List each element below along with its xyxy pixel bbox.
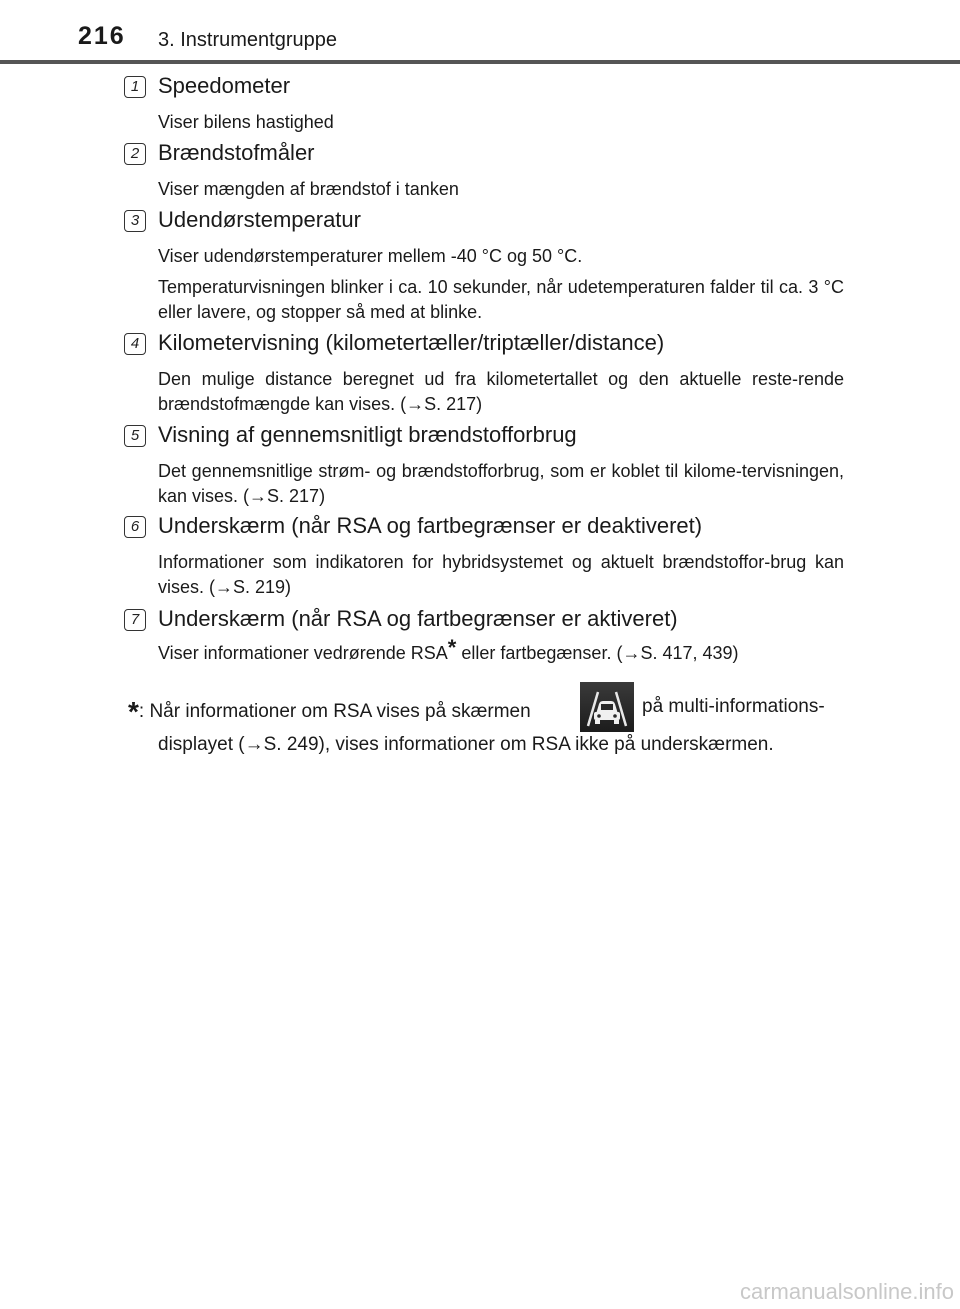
- footnote-text-continued: på multi-informations-: [642, 696, 825, 717]
- item-description: [158, 550, 844, 606]
- footnote-marker: *: [447, 635, 457, 660]
- description-paragraph: Det gennemsnitlige strøm- og brændstofforbrug, som er koblet til kilome-tervisningen, kan vises. (→S. 217): [158, 461, 844, 506]
- description-paragraph: Temperaturvisningen blinker i ca. 10 sekunder, når udetemperaturen falder til ca. 3 °C eller lavere, og stopper så med at blinke.: [158, 277, 844, 322]
- footnote-line-2: displayet (→S. 249), vises informationer om RSA ikke på underskærmen.: [158, 734, 774, 755]
- description-paragraph: [158, 635, 844, 666]
- footnote-text: : Når informationer om RSA vises på skærmen: [138, 701, 531, 722]
- description-paragraph: Viser udendørstemperaturer mellem -40 °C og 50 °C.: [158, 246, 583, 266]
- item-description: [158, 367, 844, 423]
- watermark: carmanualsonline.info: [739, 1279, 954, 1304]
- page-header: [0, 0, 960, 70]
- item-title: Visning af gennemsnitligt brændstofforbrug: [158, 422, 577, 447]
- description-text: eller fartbegænser. (→S. 417, 439): [456, 643, 739, 663]
- item-title: Underskærm (når RSA og fartbegrænser er aktiveret): [158, 606, 678, 631]
- item-number-badge: 6: [124, 516, 146, 538]
- item-description: [158, 110, 844, 141]
- page-number: 216: [78, 22, 126, 50]
- description-paragraph: Viser mængden af brændstof i tanken: [158, 179, 459, 199]
- item-description: [158, 244, 844, 331]
- header-divider: [0, 60, 960, 64]
- item-title: Brændstofmåler: [158, 140, 315, 165]
- item-number-badge: 3: [124, 210, 146, 232]
- rsa-icon-graphic: [580, 682, 634, 732]
- rsa-road-sign-assist-icon: [580, 682, 634, 732]
- item-description: [158, 459, 844, 515]
- footnote-star: *: [128, 696, 139, 727]
- item-title: Underskærm (når RSA og fartbegrænser er deaktiveret): [158, 513, 703, 538]
- item-number-badge: 5: [124, 425, 146, 447]
- chapter-title: 3. Instrumentgruppe: [158, 29, 337, 51]
- item-title: Kilometervisning (kilometertæller/triptæller/distance): [158, 330, 665, 355]
- footnote-line-1: [128, 696, 531, 728]
- item-number-badge: 7: [124, 609, 146, 631]
- item-number-badge: 2: [124, 143, 146, 165]
- description-paragraph: Viser bilens hastighed: [158, 112, 334, 132]
- item-title: Speedometer: [158, 73, 291, 98]
- item-title: Udendørstemperatur: [158, 207, 361, 232]
- description-text: Viser informationer vedrørende RSA: [158, 643, 448, 663]
- item-description: [158, 635, 844, 672]
- item-number-badge: 4: [124, 333, 146, 355]
- item-description: [158, 177, 844, 208]
- item-number-badge: 1: [124, 76, 146, 98]
- description-paragraph: Informationer som indikatoren for hybridsystemet og aktuelt brændstoffor-brug kan vises. (→S. 219): [158, 552, 844, 597]
- description-paragraph: Den mulige distance beregnet ud fra kilometertallet og den aktuelle reste-rende brændstofmængde kan vises. (→S. 217): [158, 369, 844, 414]
